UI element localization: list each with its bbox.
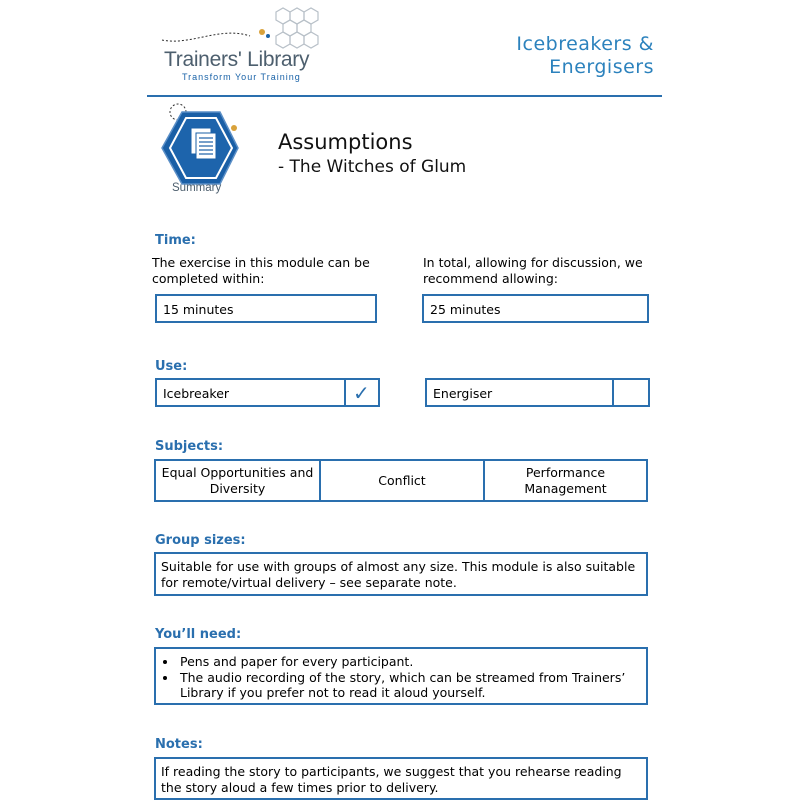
document-hexagon-icon — [158, 100, 248, 190]
brand-tagline: Transform Your Training — [182, 72, 301, 82]
checkmark-icon: ✓ — [353, 381, 370, 405]
list-item: • The audio recording of the story, which can be streamed from Trainers’ Library if you prefer not to read it aloud yourself. — [178, 670, 638, 701]
subject-cell: Performance Management — [524, 464, 607, 496]
total-time-label: In total, allowing for discussion, we recommend allowing: — [423, 255, 643, 286]
exercise-time-box — [155, 294, 377, 323]
use-heading: Use: — [155, 359, 188, 374]
topic-line-1: Icebreakers & — [516, 33, 654, 55]
use-option-label: Energiser — [433, 386, 493, 401]
notes-box — [154, 757, 648, 800]
summary-badge — [158, 100, 248, 200]
badge-label: Summary — [172, 182, 222, 194]
use-option-divider — [344, 380, 346, 405]
subject-cell: Conflict — [378, 472, 426, 488]
time-heading: Time: — [155, 233, 196, 248]
topic-heading — [434, 33, 654, 79]
youll-need-box — [154, 647, 648, 705]
exercise-time-value: 15 minutes — [163, 302, 234, 317]
youll-need-list — [156, 654, 638, 701]
subject-cell: Equal Opportunities and Diversity — [161, 464, 314, 496]
use-option-icebreaker — [155, 378, 380, 407]
youll-need-heading: You’ll need: — [155, 627, 242, 642]
header-divider — [147, 95, 662, 97]
notes-heading: Notes: — [155, 737, 203, 752]
total-time-box — [422, 294, 649, 323]
subjects-heading: Subjects: — [155, 439, 224, 454]
subjects-table — [154, 459, 648, 502]
use-option-divider — [612, 380, 614, 405]
notes-text: If reading the story to participants, we suggest that you rehearse reading the story aloud a few times prior to delivery. — [161, 764, 622, 795]
total-time-value: 25 minutes — [430, 302, 501, 317]
use-option-label: Icebreaker — [163, 386, 230, 401]
page-subtitle: - The Witches of Glum — [278, 157, 467, 177]
group-sizes-box — [154, 552, 648, 596]
use-option-energiser — [425, 378, 650, 407]
exercise-time-label: The exercise in this module can be completed within: — [152, 255, 370, 286]
topic-line-2: Energisers — [549, 56, 654, 78]
brand-logo — [150, 6, 330, 96]
list-item: • Pens and paper for every participant. — [178, 654, 638, 670]
group-sizes-text: Suitable for use with groups of almost any size. This module is also suitable for remote/virtual delivery – see separate note. — [161, 559, 636, 590]
page-title: Assumptions — [278, 130, 413, 154]
brand-name: Trainers' Library — [164, 48, 310, 71]
group-sizes-heading: Group sizes: — [155, 533, 246, 548]
